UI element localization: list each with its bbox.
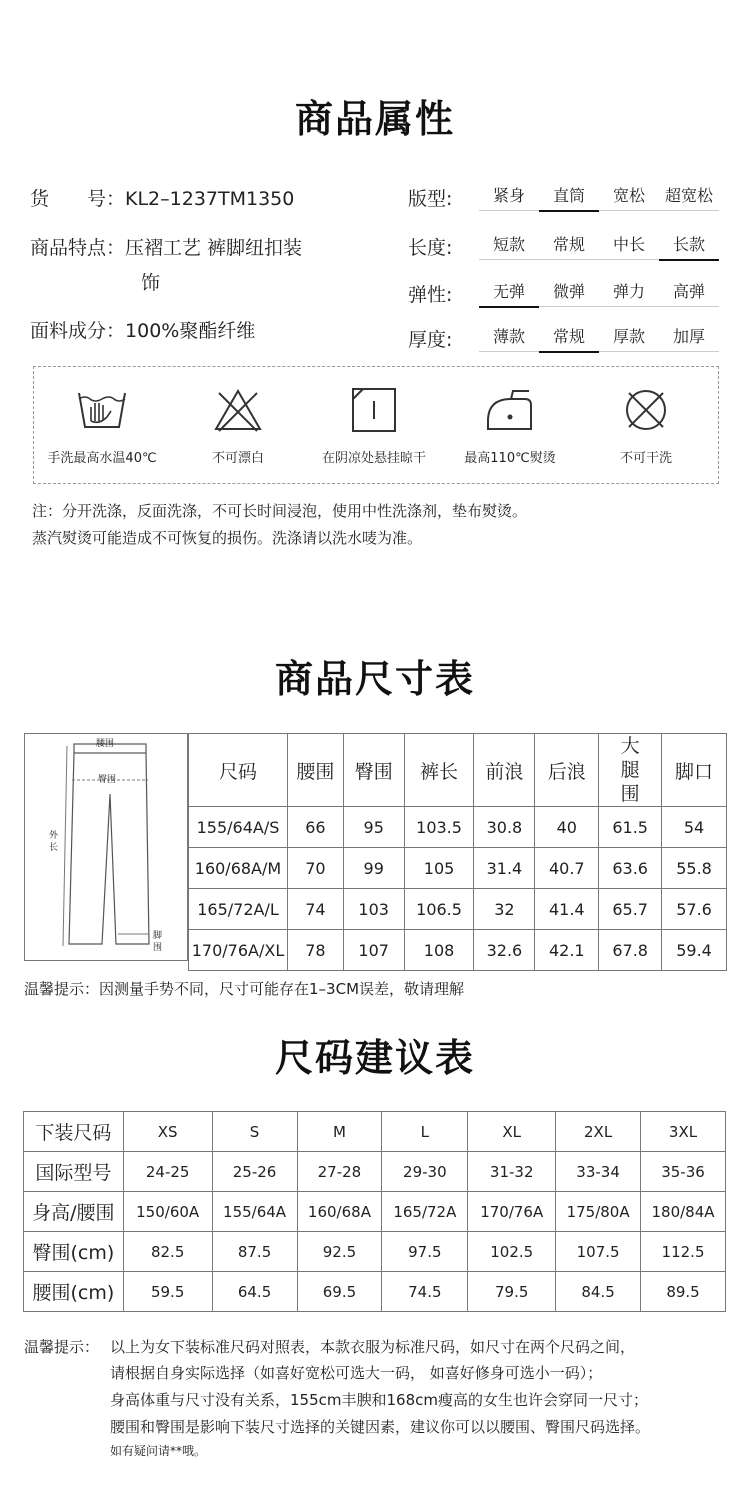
item-no-value: KL2–1237TM1350	[125, 188, 295, 210]
fabric-row	[30, 316, 255, 343]
care-note-line1: 注：分开洗涤，反面洗涤，不可长时间浸泡，使用中性洗涤剂，垫布熨烫。	[32, 502, 528, 520]
option-value: 短款	[479, 231, 539, 260]
size-cell: 160/68A/M	[189, 848, 288, 889]
recommend-cell: 102.5	[468, 1232, 556, 1272]
features-row	[30, 233, 302, 260]
recommend-cell: 35-36	[641, 1152, 726, 1192]
no-dry-clean-icon	[621, 387, 671, 433]
recommend-tip-line5: 如有疑问请**哦。	[110, 1444, 207, 1458]
recommend-cell: 170/76A	[468, 1192, 556, 1232]
option-label: 长度:	[408, 237, 453, 259]
table-row	[189, 848, 727, 889]
table-row	[24, 1192, 726, 1232]
care-item-line-dry	[306, 367, 442, 483]
size-cell: 108	[404, 930, 474, 971]
hand-wash-icon	[77, 387, 127, 433]
features-value-cont: 饰	[141, 272, 161, 294]
option-value-selected: 常规	[539, 323, 599, 353]
care-caption: 不可干洗	[619, 451, 672, 466]
recommend-tip-line4: 腰围和臀围是影响下装尺寸选择的关键因素，建议你可以以腰围、臀围尺码选择。	[110, 1418, 651, 1436]
line-dry-shade-icon	[349, 387, 399, 433]
recommend-cell: 69.5	[297, 1272, 382, 1312]
recommend-row-header: 身高/腰围	[24, 1192, 124, 1232]
care-item-no-dry-clean	[578, 367, 714, 483]
size-cell: 32.6	[474, 930, 535, 971]
size-cell: 55.8	[662, 848, 727, 889]
recommend-cell: 89.5	[641, 1272, 726, 1312]
option-label: 版型:	[408, 188, 453, 210]
care-note-line2: 蒸汽熨烫可能造成不可恢复的损伤。洗涤请以洗水唛为准。	[32, 529, 423, 547]
diagram-length-label: 外长	[49, 831, 59, 853]
option-label: 弹性:	[408, 284, 453, 306]
size-cell: 61.5	[599, 807, 662, 848]
care-item-hand-wash	[34, 367, 170, 483]
recommend-cell: XL	[468, 1112, 556, 1152]
size-header-cell: 脚口	[662, 734, 727, 807]
recommend-cell: S	[212, 1112, 297, 1152]
table-row	[189, 889, 727, 930]
care-item-iron	[442, 367, 578, 483]
recommend-cell: 2XL	[556, 1112, 641, 1152]
option-value: 微弹	[539, 278, 599, 307]
size-cell: 57.6	[662, 889, 727, 930]
recommend-cell: 155/64A	[212, 1192, 297, 1232]
recommend-table	[23, 1111, 726, 1312]
size-cell: 65.7	[599, 889, 662, 930]
recommend-cell: 165/72A	[382, 1192, 468, 1232]
recommend-cell: 107.5	[556, 1232, 641, 1272]
option-label: 厚度:	[408, 329, 453, 351]
size-cell: 78	[287, 930, 343, 971]
diagram-waist-label: 腰围	[96, 739, 115, 749]
size-cell: 103	[343, 889, 404, 930]
size-header-cell: 裤长	[404, 734, 474, 807]
attributes-title: 商品属性	[294, 97, 455, 141]
recommend-cell: 92.5	[297, 1232, 382, 1272]
recommend-row-header: 臀围(cm)	[24, 1232, 124, 1272]
size-cell: 40	[535, 807, 599, 848]
recommend-cell: 150/60A	[123, 1192, 212, 1232]
size-cell: 103.5	[404, 807, 474, 848]
option-value: 中长	[599, 231, 659, 260]
care-caption: 不可漂白	[211, 451, 264, 466]
recommend-title: 尺码建议表	[274, 1036, 475, 1080]
option-value: 厚款	[599, 323, 659, 352]
pants-diagram	[24, 733, 188, 961]
size-cell: 105	[404, 848, 474, 889]
recommend-tip-line2: 请根据自身实际选择（如喜好宽松可选大一码， 如喜好修身可选小一码）；	[110, 1364, 603, 1382]
size-header-row	[189, 734, 727, 807]
size-cell: 67.8	[599, 930, 662, 971]
recommend-cell: 160/68A	[297, 1192, 382, 1232]
option-value: 宽松	[599, 182, 659, 211]
recommend-cell: 31-32	[468, 1152, 556, 1192]
option-value: 常规	[539, 231, 599, 260]
recommend-cell: L	[382, 1112, 468, 1152]
recommend-cell: 24-25	[123, 1152, 212, 1192]
iron-110-icon	[485, 387, 535, 433]
size-cell: 30.8	[474, 807, 535, 848]
recommend-tip-line3: 身高体重与尺寸没有关系，155cm丰腴和168cm瘦高的女生也许会穿同一尺寸；	[110, 1391, 648, 1409]
recommend-cell: 27-28	[297, 1152, 382, 1192]
recommend-cell: M	[297, 1112, 382, 1152]
size-cell: 155/64A/S	[189, 807, 288, 848]
option-value-selected: 直筒	[539, 182, 599, 212]
size-table	[188, 733, 727, 971]
recommend-cell: 82.5	[123, 1232, 212, 1272]
recommend-cell: 180/84A	[641, 1192, 726, 1232]
recommend-cell: 79.5	[468, 1272, 556, 1312]
diagram-hip-label: 臀围	[98, 775, 117, 785]
size-tip: 温馨提示：因测量手势不同，尺寸可能存在1–3CM误差，敬请理解	[24, 980, 465, 998]
features-value: 压褶工艺 裤脚纽扣装	[125, 237, 303, 259]
recommend-cell: 59.5	[123, 1272, 212, 1312]
recommend-cell: 112.5	[641, 1232, 726, 1272]
features-label: 商品特点：	[30, 237, 126, 259]
recommend-cell: 33-34	[556, 1152, 641, 1192]
recommend-tip-line1: 以上为女下装标准尺码对照表，本款衣服为标准尺码，如尺寸在两个尺码之间，	[110, 1338, 636, 1356]
size-cell: 70	[287, 848, 343, 889]
item-no-row	[30, 184, 294, 211]
option-value: 弹力	[599, 278, 659, 307]
size-cell: 170/76A/XL	[189, 930, 288, 971]
size-header-cell: 前浪	[474, 734, 535, 807]
size-cell: 31.4	[474, 848, 535, 889]
size-cell: 106.5	[404, 889, 474, 930]
size-chart-title: 商品尺寸表	[274, 657, 475, 701]
recommend-cell: 29-30	[382, 1152, 468, 1192]
recommend-cell: 74.5	[382, 1272, 468, 1312]
care-caption: 在阴凉处悬挂晾干	[321, 451, 426, 466]
option-value: 紧身	[479, 182, 539, 211]
size-cell: 74	[287, 889, 343, 930]
size-header-cell: 臀围	[343, 734, 404, 807]
size-cell: 95	[343, 807, 404, 848]
fabric-label: 面料成分：	[30, 320, 126, 342]
size-header-cell: 后浪	[535, 734, 599, 807]
recommend-cell: 84.5	[556, 1272, 641, 1312]
no-bleach-icon	[213, 387, 263, 433]
table-row	[24, 1272, 726, 1312]
fabric-value: 100%聚酯纤维	[125, 320, 256, 342]
table-row	[24, 1152, 726, 1192]
size-cell: 40.7	[535, 848, 599, 889]
size-cell: 41.4	[535, 889, 599, 930]
recommend-row-header: 国际型号	[24, 1152, 124, 1192]
size-cell: 63.6	[599, 848, 662, 889]
size-header-cell: 大腿围	[599, 734, 662, 807]
item-no-label: 货 号：	[30, 188, 126, 210]
recommend-cell: 175/80A	[556, 1192, 641, 1232]
recommend-cell: 25-26	[212, 1152, 297, 1192]
table-row	[189, 807, 727, 848]
option-value: 高弹	[659, 278, 719, 307]
table-row	[189, 930, 727, 971]
recommend-cell: 87.5	[212, 1232, 297, 1272]
size-cell: 165/72A/L	[189, 889, 288, 930]
size-cell: 66	[287, 807, 343, 848]
option-value: 薄款	[479, 323, 539, 352]
diagram-hem-label: 脚围	[153, 931, 163, 953]
table-row	[24, 1232, 726, 1272]
size-cell: 32	[474, 889, 535, 930]
size-header-cell: 腰围	[287, 734, 343, 807]
option-value: 加厚	[659, 323, 719, 352]
recommend-cell: XS	[123, 1112, 212, 1152]
size-cell: 54	[662, 807, 727, 848]
recommend-row-header: 下装尺码	[24, 1112, 124, 1152]
size-cell: 107	[343, 930, 404, 971]
option-value-selected: 长款	[659, 231, 719, 261]
care-caption: 最高110℃熨烫	[464, 451, 556, 466]
care-caption: 手洗最高水温40℃	[47, 451, 157, 466]
care-item-no-bleach	[170, 367, 306, 483]
option-value-selected: 无弹	[479, 278, 539, 308]
size-cell: 59.4	[662, 930, 727, 971]
size-cell: 42.1	[535, 930, 599, 971]
recommend-cell: 64.5	[212, 1272, 297, 1312]
recommend-cell: 3XL	[641, 1112, 726, 1152]
care-instructions	[33, 366, 719, 484]
size-header-cell: 尺码	[189, 734, 288, 807]
recommend-cell: 97.5	[382, 1232, 468, 1272]
option-value: 超宽松	[659, 182, 719, 211]
recommend-tip-label: 温馨提示：	[24, 1338, 100, 1356]
size-cell: 99	[343, 848, 404, 889]
recommend-row-header: 腰围(cm)	[24, 1272, 124, 1312]
table-row	[24, 1112, 726, 1152]
